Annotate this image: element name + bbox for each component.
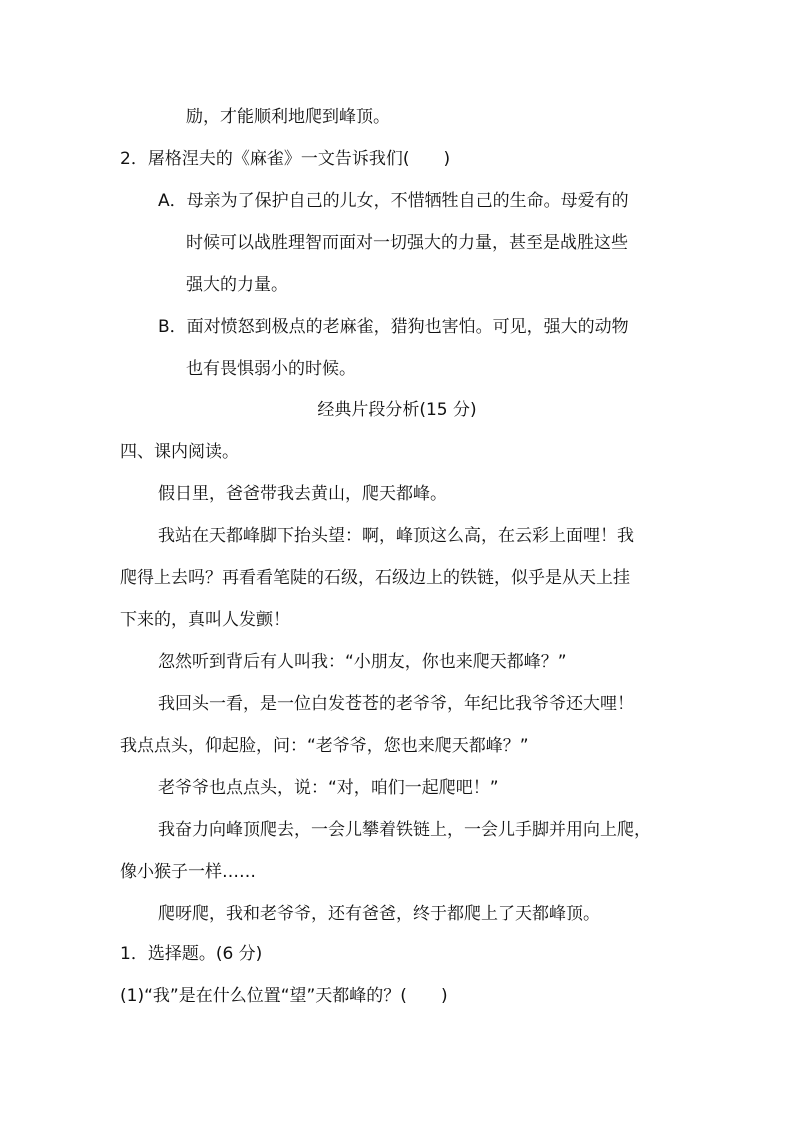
option-a-line-2: 时候可以战胜理智而面对一切强大的力量，甚至是战胜这些: [186, 233, 628, 253]
passage-paragraph-7: 爬呀爬，我和老爷爷，还有爸爸，终于都爬上了天都峰顶。: [158, 904, 600, 924]
exercise-1-heading: 1．选择题。(6 分): [120, 944, 263, 964]
passage-paragraph-2-line-3: 下来的，真叫人发颤！: [120, 610, 290, 630]
question-2: 2．屠格涅夫的《麻雀》一文告诉我们( ): [120, 149, 451, 169]
section-heading: 经典片段分析(15 分): [317, 400, 477, 420]
passage-paragraph-2-line-1: 我站在天都峰脚下抬头望：啊，峰顶这么高，在云彩上面哩！我: [158, 526, 634, 546]
passage-paragraph-6-line-1: 我奋力向峰顶爬去，一会儿攀着铁链上，一会儿手脚并用向上爬，: [158, 820, 651, 840]
passage-paragraph-2-line-2: 爬得上去吗？再看看笔陡的石级，石级边上的铁链，似乎是从天上挂: [120, 568, 630, 588]
passage-paragraph-3: 忽然听到背后有人叫我：“小朋友，你也来爬天都峰？”: [158, 652, 567, 672]
passage-paragraph-4-line-1: 我回头一看，是一位白发苍苍的老爷爷，年纪比我爷爷还大哩！: [158, 694, 634, 714]
continued-line: 励，才能顺利地爬到峰顶。: [186, 107, 390, 127]
option-b-line-2: 也有畏惧弱小的时候。: [186, 359, 356, 379]
passage-paragraph-6-line-2: 像小猴子一样……: [120, 862, 256, 882]
option-a-line-3: 强大的力量。: [186, 275, 288, 295]
passage-paragraph-4-line-2: 我点点头，仰起脸，问：“老爷爷，您也来爬天都峰？”: [120, 736, 529, 756]
option-b-line-1: B．面对愤怒到极点的老麻雀，猎狗也害怕。可见，强大的动物: [158, 317, 629, 337]
passage-paragraph-1: 假日里，爸爸带我去黄山，爬天都峰。: [158, 484, 447, 504]
option-a-line-1: A．母亲为了保护自己的儿女，不惜牺牲自己的生命。母爱有的: [158, 191, 629, 211]
passage-paragraph-5: 老爷爷也点点头，说：“对，咱们一起爬吧！”: [158, 778, 499, 798]
part-four-heading: 四、课内阅读。: [120, 442, 239, 462]
exercise-1-question-1: (1)“我”是在什么位置“望”天都峰的？( ): [120, 986, 448, 1006]
